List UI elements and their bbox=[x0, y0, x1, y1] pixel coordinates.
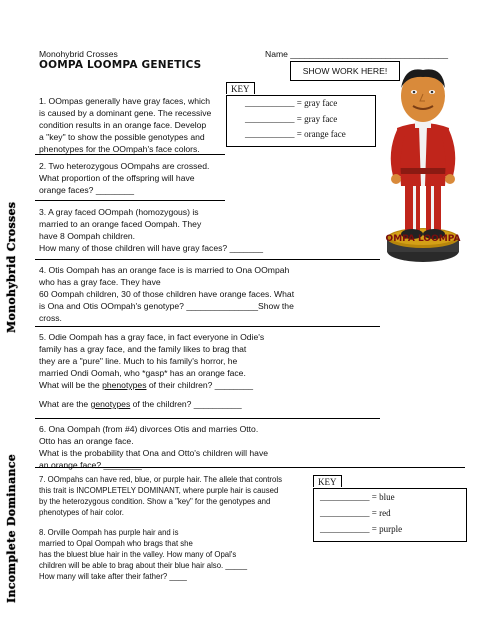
course-label: Monohybrid Crosses bbox=[39, 49, 118, 59]
key-label: KEY bbox=[313, 475, 342, 487]
key-line-2[interactable]: ___________ = red bbox=[320, 508, 391, 518]
question-8: 8. Orville Oompah has purple hair and is married to Opal Oompah who brags that she has the bluest blue hair in the valley. How many of Opal's children will be able to brag about their blue hair also. _____ How many will take after their father? ____ bbox=[39, 528, 248, 581]
key-line-1[interactable]: ___________ = blue bbox=[320, 492, 395, 502]
show-work-box: SHOW WORK HERE! bbox=[290, 61, 400, 81]
name-field[interactable]: Name _________________________________ bbox=[265, 49, 449, 59]
key-line-2[interactable]: ___________ = gray face bbox=[245, 114, 338, 124]
divider bbox=[35, 326, 380, 327]
question-1: 1. OOmpas generally have gray faces, which is caused by a dominant gene. The recessive condition results in an orange face. Develop a "key" to show the possible genotypes and phenotypes for the OOmpah's face colors. bbox=[39, 96, 212, 154]
key-line-3[interactable]: ___________ = purple bbox=[320, 524, 403, 534]
side-label-monohybrid: Monohybrid Crosses bbox=[5, 201, 18, 333]
base-text: OMPA LOOMPA bbox=[385, 234, 461, 244]
oompa-loompa-bobblehead-image bbox=[383, 68, 463, 264]
key-line-1[interactable]: ___________ = gray face bbox=[245, 98, 338, 108]
divider bbox=[35, 259, 380, 260]
question-3: 3. A gray faced OOmpah (homozygous) is married to an orange faced Oompah. They have 8 Oompah children. How many of those children will have gray faces? _______ bbox=[39, 207, 264, 253]
key-box-hair-colors bbox=[313, 488, 467, 542]
question-6: 6. Ona Oompah (from #4) divorces Otis and marries Otto. Otto has an orange face. What is the probability that Ona and Otto's children will have an orange face? ________ bbox=[39, 424, 269, 470]
question-5b: What are the genotypes of the children? __________ bbox=[39, 399, 242, 409]
question-4: 4. Otis Oompah has an orange face is is married to Ona OOmpah who has a gray face. They have 60 Oompah children, 30 of those children have orange faces. What is Ona and Otis OOmpah's genotype? _______________Show the cross. bbox=[39, 265, 295, 323]
question-2: 2. Two heterozygous OOmpahs are crossed. What proportion of the offspring will have orange faces? ________ bbox=[39, 161, 210, 195]
key-line-3[interactable]: ___________ = orange face bbox=[245, 129, 346, 139]
divider bbox=[35, 418, 380, 419]
side-label-incomplete-dominance: Incomplete Dominance bbox=[5, 453, 18, 603]
question-7: 7. OOmpahs can have red, blue, or purple hair. The allele that controls this trait is INCOMPLETELY DOMINANT, where purple hair is caused by the heterozygous condition. Show a "key" for the genotypes and phenotypes of hair color. bbox=[39, 475, 282, 517]
page-title: OOMPA LOOMPA GENETICS bbox=[39, 59, 202, 71]
section-divider bbox=[35, 467, 465, 468]
divider bbox=[35, 200, 225, 201]
key-label: KEY bbox=[226, 82, 255, 94]
divider bbox=[35, 154, 225, 155]
key-box-face-colors bbox=[226, 95, 376, 147]
question-5: 5. Odie Oompah has a gray face, in fact everyone in Odie's family has a gray face, and the family likes to brag that they are a "pure" line. Much to his family's horror, he married Ondi Oomah, who *gasp* has an orange face. What will be the phenotypes of their children? ________ bbox=[39, 332, 265, 390]
